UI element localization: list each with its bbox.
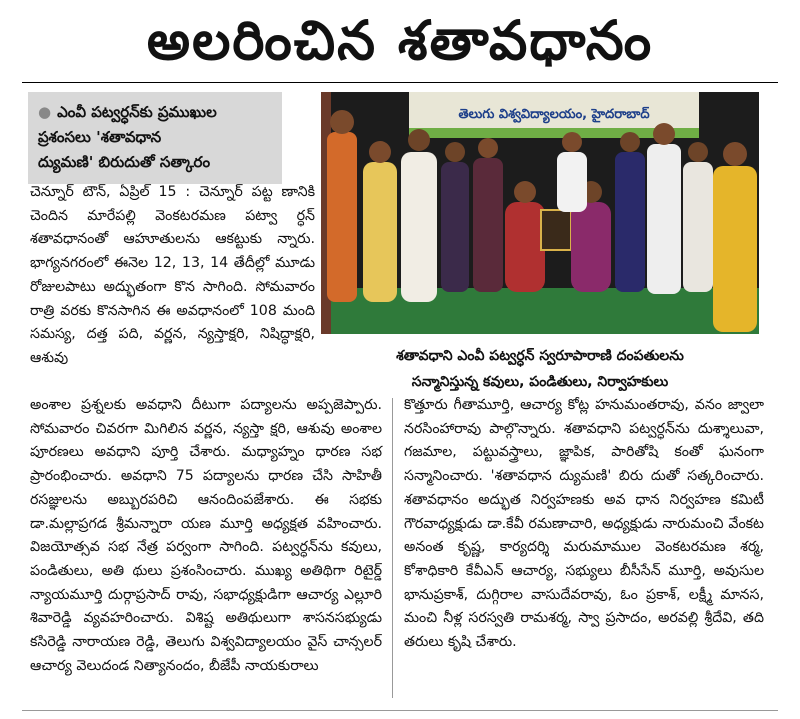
banner-text: తెలుగు విశ్వవిద్యాలయం, హైదరాబాద్ — [458, 107, 650, 122]
photo-caption — [330, 343, 750, 395]
highlights-box — [28, 92, 282, 184]
column-divider — [392, 398, 393, 698]
headline: అలరించిన శతావధానం — [146, 9, 654, 72]
highlight-line-2: ప్రశంసలు 'శతావధాన — [38, 128, 162, 146]
highlight-line-1: ● ఎంవీ పట్వర్ధన్‌కు ప్రముఖుల — [38, 103, 217, 121]
article-column-left-top — [30, 181, 315, 371]
top-rule — [22, 82, 778, 83]
bottom-rule — [22, 710, 778, 711]
highlight-line-3: ద్యుమణి' బిరుదుతో సత్కారం — [38, 153, 211, 171]
article-paragraph-1: చెన్నూర్ టౌన్, ఏప్రిల్ 15 : చెన్నూర్ పట్ట ణానికి చెందిన మారేపల్లి వెంకటరమణ పట్వా ర్ధన్ శతావధానంతో ఆహూతులను ఆకట్టుకు న్నారు. భాగ్యనగరంలో ఈనెల 12, 13, 14 తేదీల్లో మూడు రోజులపాటు అద్భుతంగా కొన సాగింది. సోమవారం రాత్రి వరకు కొనసాగిన ఈ అవధానంలో 108 మంది సమస్య, దత్త పది, వర్ణన, న్యస్తాక్షరి, నిషిద్ధాక్షరి, ఆశువు — [30, 184, 315, 366]
article-paragraph-3: కొత్తూరు గీతామూర్తి, ఆచార్య కోట్ల హనుమంతరావు, వనం జ్వాలా నరసింహారావు పాల్గొన్నారు. శతావధాని పట్వర్ధన్‌ను దుశ్శాలువా, గజమాల, పట్టువస్త్రాలు, జ్ఞాపిక, పారితోషి కంతో ఘనంగా సన్మానించారు. 'శతావధాన ద్యుమణి' బిరు దుతో సత్కరించారు. శతావధానం అద్భుత నిర్వహణకు అవ ధాన నిర్వహణ కమిటీ గౌరవాధ్యక్షుడు డా.కేవీ రమణాచారి, అధ్యక్షుడు నారుమంచి వేంకట అనంత కృష్ణ, కార్యదర్శి మరుమాముల వెంకటరమణ శర్మ, కోశాధికారి కేవీఎన్ ఆచార్య, సభ్యులు బీసీసేన్ మూర్తి, అవుసుల భానుప్రకాశ్, దుగ్గిరాల వాసుదేవరావు, ఓం ప్రకాశ్, లక్ష్మీ మానస, మంచి నీళ్ల సరస్వతి రామశర్మ, స్వా ప్రసాదం, అరవల్లి శ్రీదేవి, తది తరులు కృషి చేశారు. — [404, 397, 764, 651]
article-column-right — [404, 394, 764, 655]
event-photo-illustration — [321, 92, 759, 334]
bullet-icon: ● — [38, 103, 52, 121]
caption-line-1: శతావధాని ఎంవీ పట్వర్ధన్ స్వరూపారాణి దంపతులను — [396, 348, 684, 364]
event-photo — [321, 92, 759, 334]
caption-line-2: సన్మానిస్తున్న కవులు, పండితులు, నిర్వాహకులు — [411, 374, 669, 390]
article-column-left-bottom — [30, 394, 382, 678]
article-paragraph-2: అంశాల ప్రశ్నలకు అవధాని దీటుగా పద్యాలను అప్పజెప్పారు. సోమవారం చివరగా మిగిలిన వర్ణన, న్యస్తా క్షరి, ఆశువు అంశాల పూరణలు అవధాని పూర్తి చేశారు. మధ్యాహ్నం ధారణ సభ ప్రారంభించారు. అవధాని 75 పద్యాలను ధారణ చేసి సాహితీ రసజ్ఞులను అబ్బురపరిచి ఆనందింపజేశారు. ఈ సభకు డా.మల్లాప్రగడ శ్రీమన్నారా యణ మూర్తి అధ్యక్షత వహించారు. విజయోత్సవ సభ నేత్ర పర్వంగా సాగింది. పట్వర్ధన్‌ను కవులు, పండితులు, అతి థులు ప్రశంసించారు. ముఖ్య అతిథిగా రిటైర్డ్ న్యాయమూర్తి దుర్గాప్రసాద్ రావు, సభాధ్యక్షుడిగా ఆచార్య ఎల్లూరి శివారెడ్డి వ్యవహరించారు. విశిష్ట అతిథులుగా శాసనసభ్యుడు కసిరెడ్డి నారాయణ రెడ్డి, తెలుగు విశ్వవిద్యాలయం వైస్ చాన్సలర్ ఆచార్య వెలుదండ నిత్యానందం, బీజేపీ నాయకురాలు — [30, 397, 382, 674]
